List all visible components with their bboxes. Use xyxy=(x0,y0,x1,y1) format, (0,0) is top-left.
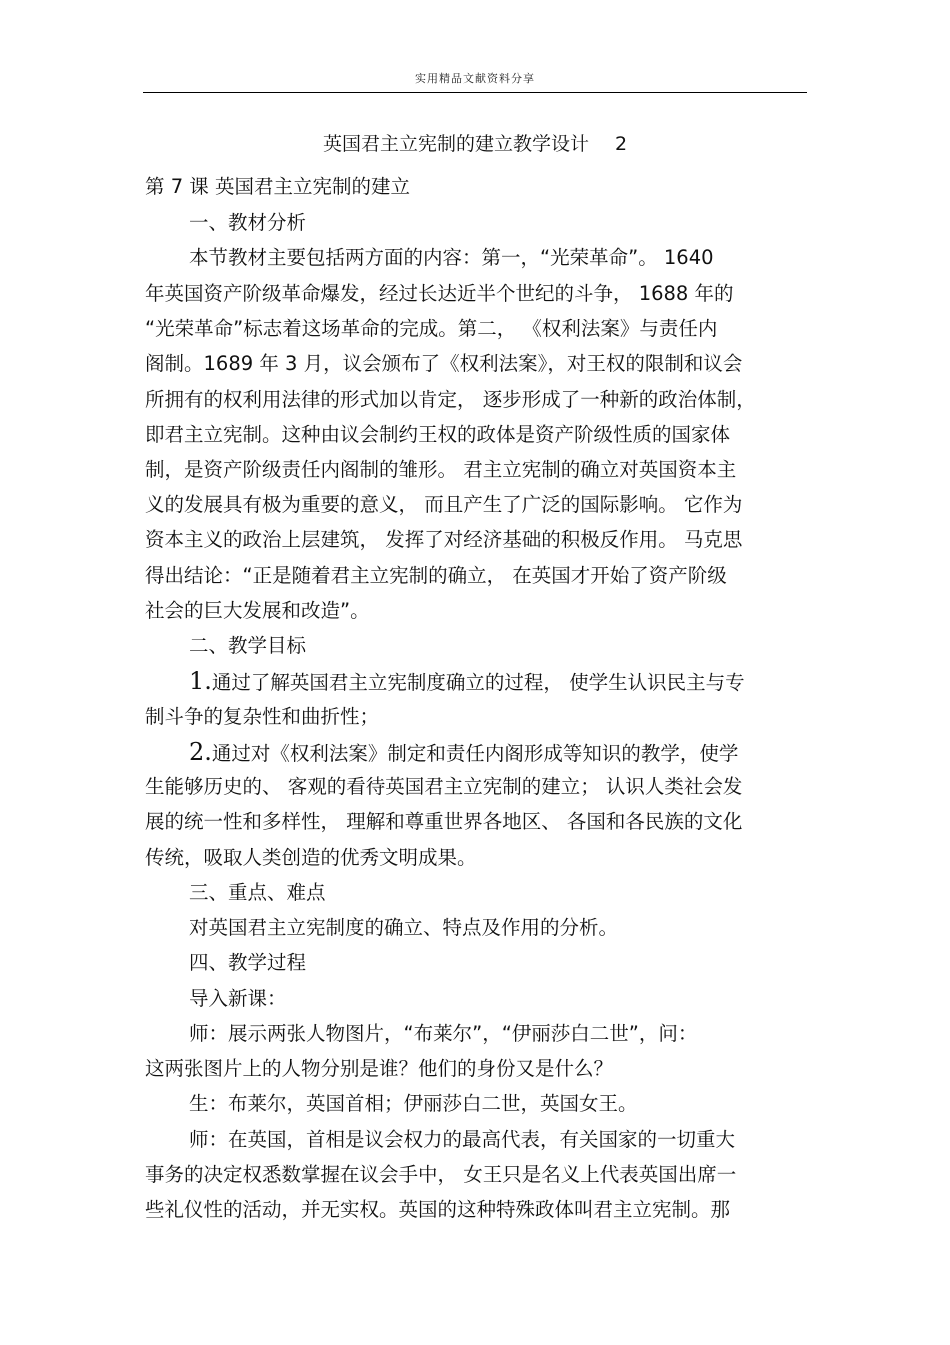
paragraph-line: 所拥有的权利用法律的形式加以肯定， 逐步形成了一种新的政治体制， xyxy=(145,388,756,411)
page-header: 实用精品文献资料分享 xyxy=(415,72,535,85)
paragraph-line: 制斗争的复杂性和曲折性； xyxy=(145,705,380,728)
dialogue-line: 生：布莱尔，英国首相；伊丽莎白二世，英国女王。 xyxy=(189,1092,638,1115)
objective-1-text: 通过了解英国君主立宪制度确立的过程， 使学生认识民主与专 xyxy=(211,671,745,694)
dialogue-line: 师：展示两张人物图片，“布莱尔”，“伊丽莎白二世”，问： xyxy=(189,1022,698,1045)
objective-2-number: 2. xyxy=(189,738,212,766)
paragraph-line: 社会的巨大发展和改造”。 xyxy=(145,599,370,622)
paragraph-line: 得出结论：“正是随着君主立宪制的确立， 在英国才开始了资产阶级 xyxy=(145,564,727,587)
header-rule xyxy=(143,92,807,93)
paragraph-line: 义的发展具有极为重要的意义， 而且产生了广泛的国际影响。 它作为 xyxy=(145,493,743,516)
title-text: 英国君主立宪制的建立教学设计 xyxy=(322,133,589,155)
paragraph-line: 传统，吸取人类创造的优秀文明成果。 xyxy=(145,846,477,869)
document-title xyxy=(0,129,950,156)
section-heading-4: 四、教学过程 xyxy=(189,951,307,974)
dialogue-line: 这两张图片上的人物分别是谁？他们的身份又是什么？ xyxy=(145,1057,614,1080)
objective-1-number: 1. xyxy=(189,667,212,695)
dialogue-line: 事务的决定权悉数掌握在议会手中， 女王只是名义上代表英国出席一 xyxy=(145,1163,737,1186)
section-heading-1: 一、教材分析 xyxy=(189,211,307,234)
paragraph-line: 阁制。1689 年 3 月，议会颁布了《权利法案》，对王权的限制和议会 xyxy=(145,352,743,375)
objective-2-text: 通过对《权利法案》制定和责任内阁形成等知识的教学，使学 xyxy=(211,742,739,765)
dialogue-line: 些礼仪性的活动，并无实权。英国的这种特殊政体叫君主立宪制。那 xyxy=(145,1198,731,1221)
paragraph-line: 即君主立宪制。这种由议会制约王权的政体是资产阶级性质的国家体 xyxy=(145,423,731,446)
paragraph-line: 制，是资产阶级责任内阁制的雏形。 君主立宪制的确立对英国资本主 xyxy=(145,458,737,481)
paragraph-line: 生能够历史的、 客观的看待英国君主立宪制的建立； 认识人类社会发 xyxy=(145,775,743,798)
paragraph-line: “光荣革命”标志着这场革命的完成。第二， 《权利法案》与责任内 xyxy=(145,317,718,340)
section-heading-3: 三、重点、难点 xyxy=(189,881,326,904)
paragraph-line: 对英国君主立宪制度的确立、特点及作用的分析。 xyxy=(189,916,619,939)
paragraph-line: 资本主义的政治上层建筑， 发挥了对经济基础的积极反作用。 马克思 xyxy=(145,528,743,551)
paragraph-line: 展的统一性和多样性， 理解和尊重世界各地区、 各国和各民族的文化 xyxy=(145,810,743,833)
objective-2-line xyxy=(189,740,738,766)
dialogue-line: 师：在英国，首相是议会权力的最高代表，有关国家的一切重大 xyxy=(189,1128,736,1151)
paragraph-line: 本节教材主要包括两方面的内容：第一，“光荣革命”。 1640 xyxy=(189,246,714,269)
paragraph-line: 导入新课： xyxy=(189,987,287,1010)
title-number: 2 xyxy=(614,133,628,155)
lesson-heading: 第 7 课 英国君主立宪制的建立 xyxy=(145,175,411,198)
objective-1-line xyxy=(189,669,745,695)
paragraph-line: 年英国资产阶级革命爆发，经过长达近半个世纪的斗争， 1688 年的 xyxy=(145,282,734,305)
section-heading-2: 二、教学目标 xyxy=(189,634,307,657)
